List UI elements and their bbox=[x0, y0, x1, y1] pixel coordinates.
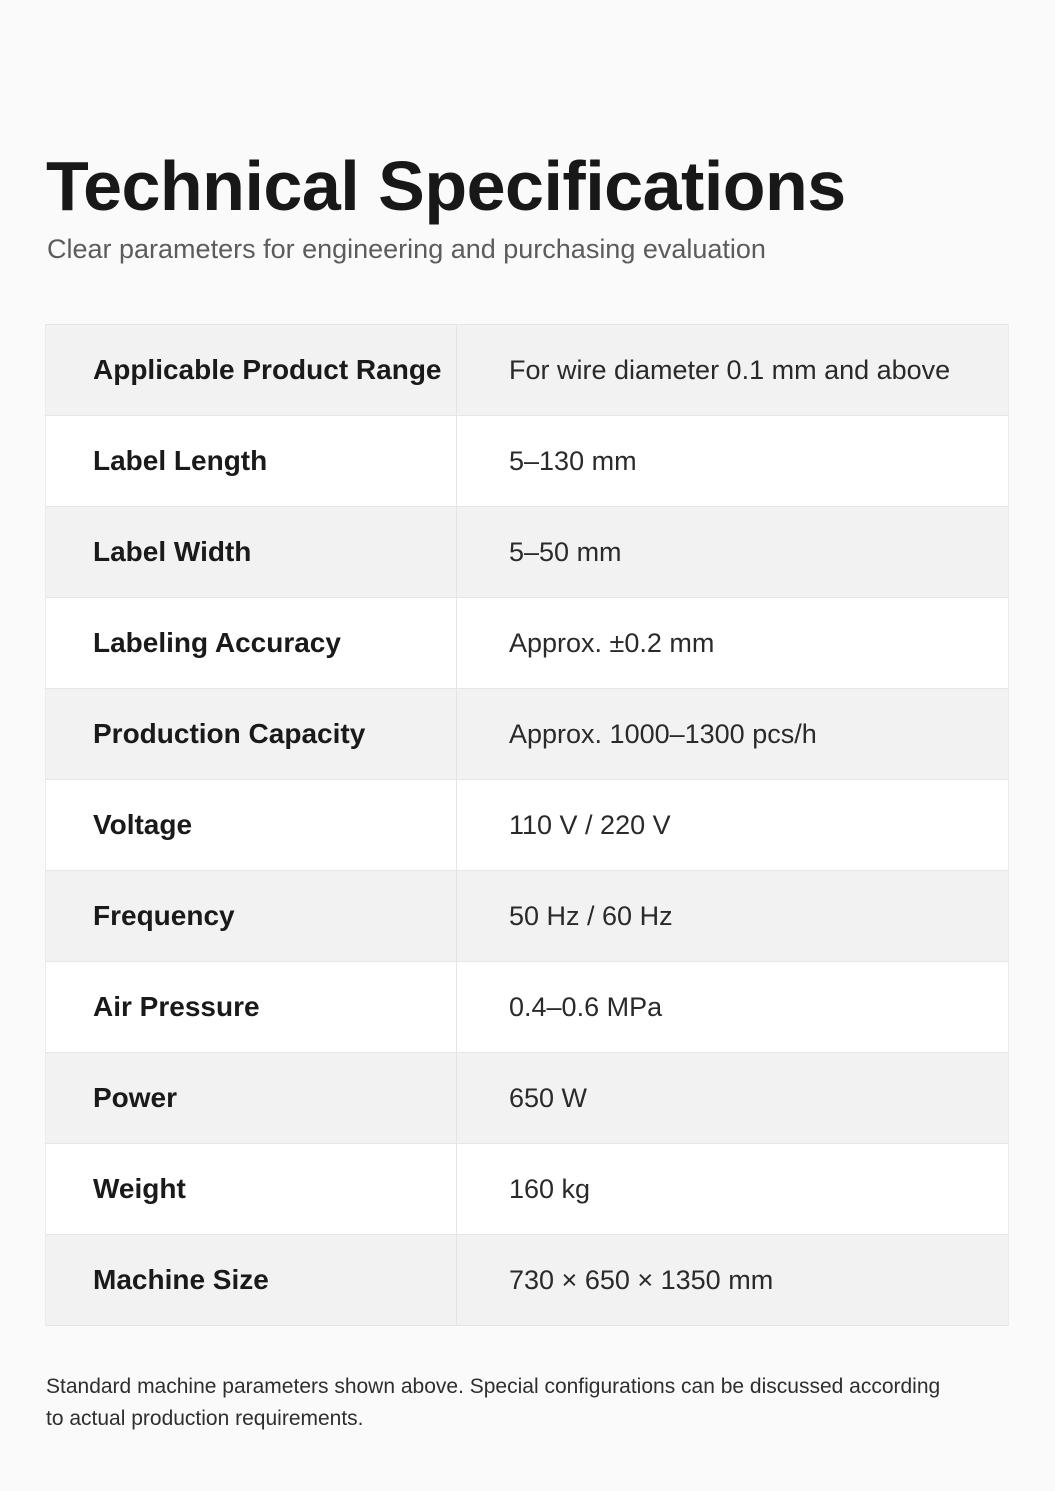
spec-value: Approx. 1000–1300 pcs/h bbox=[457, 689, 1009, 780]
spec-value: 730 × 650 × 1350 mm bbox=[457, 1235, 1009, 1326]
spec-value: 110 V / 220 V bbox=[457, 780, 1009, 871]
footnote: Standard machine parameters shown above. Special configurations can be discussed according to actual production requirements. bbox=[46, 1375, 941, 1430]
page-subtitle: Clear parameters for engineering and purchasing evaluation bbox=[47, 234, 766, 264]
spec-label: Label Width bbox=[46, 507, 457, 598]
spec-label: Machine Size bbox=[46, 1235, 457, 1326]
table-row bbox=[46, 1053, 1009, 1144]
table-row bbox=[46, 1235, 1009, 1326]
spec-value: 5–130 mm bbox=[457, 416, 1009, 507]
spec-value: 50 Hz / 60 Hz bbox=[457, 871, 1009, 962]
table-row bbox=[46, 871, 1009, 962]
page-title: Technical Specifications bbox=[46, 147, 846, 225]
spec-value: 5–50 mm bbox=[457, 507, 1009, 598]
spec-value: 160 kg bbox=[457, 1144, 1009, 1235]
spec-value: Approx. ±0.2 mm bbox=[457, 598, 1009, 689]
table-row bbox=[46, 507, 1009, 598]
spec-label: Label Length bbox=[46, 416, 457, 507]
spec-label: Voltage bbox=[46, 780, 457, 871]
spec-label: Frequency bbox=[46, 871, 457, 962]
spec-value: For wire diameter 0.1 mm and above bbox=[457, 325, 1009, 416]
spec-table bbox=[45, 324, 1009, 1326]
spec-value: 0.4–0.6 MPa bbox=[457, 962, 1009, 1053]
table-row bbox=[46, 598, 1009, 689]
table-row bbox=[46, 689, 1009, 780]
spec-label: Production Capacity bbox=[46, 689, 457, 780]
table-row bbox=[46, 962, 1009, 1053]
spec-label: Air Pressure bbox=[46, 962, 457, 1053]
spec-label: Labeling Accuracy bbox=[46, 598, 457, 689]
spec-label: Applicable Product Range bbox=[46, 325, 457, 416]
spec-label: Weight bbox=[46, 1144, 457, 1235]
table-row bbox=[46, 1144, 1009, 1235]
spec-value: 650 W bbox=[457, 1053, 1009, 1144]
table-row bbox=[46, 325, 1009, 416]
table-row bbox=[46, 780, 1009, 871]
table-row bbox=[46, 416, 1009, 507]
spec-label: Power bbox=[46, 1053, 457, 1144]
